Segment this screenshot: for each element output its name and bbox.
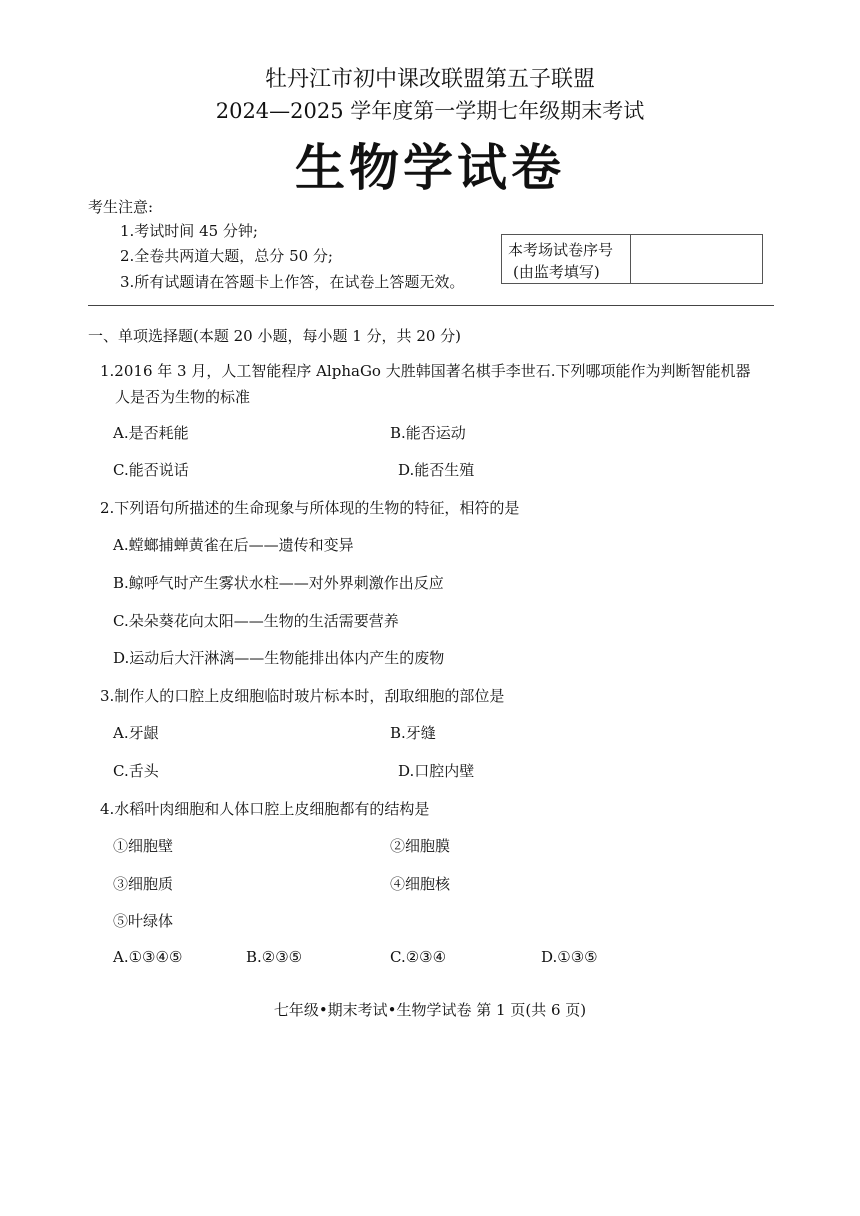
option-c: C.②③④ <box>390 948 447 966</box>
seat-box-label: 本考场试卷序号 <box>508 241 614 259</box>
structure-item: ①细胞壁 <box>113 837 174 855</box>
option-b: B.②③⑤ <box>246 948 303 966</box>
option-b: B.牙缝 <box>390 724 436 742</box>
question-stem: 3.制作人的口腔上皮细胞临时玻片标本时，刮取细胞的部位是 <box>100 687 505 705</box>
seat-number-field <box>632 236 761 282</box>
option-c: C.朵朵葵花向太阳——生物的生活需要营养 <box>113 612 399 630</box>
option-d: D.①③⑤ <box>541 948 598 966</box>
section-title: 一、单项选择题(本题 20 小题，每小题 1 分，共 20 分) <box>88 327 462 345</box>
question-stem: 4.水稻叶肉细胞和人体口腔上皮细胞都有的结构是 <box>100 800 430 818</box>
question-stem: 1.2016 年 3 月，人工智能程序 AlphaGo 大胜韩国著名棋手李世石.下列哪项能作为判断智能机器 <box>100 362 751 380</box>
header-divider <box>88 305 774 306</box>
structure-item: ③细胞质 <box>113 875 174 893</box>
notice-title: 考生注意: <box>88 198 154 216</box>
option-b: B.鲸呼气时产生雾状水柱——对外界刺激作出反应 <box>113 574 444 592</box>
notice-item: 3.所有试题请在答题卡上作答，在试卷上答题无效。 <box>120 273 465 291</box>
option-d: D.口腔内壁 <box>398 762 475 780</box>
option-c: C.舌头 <box>113 762 159 780</box>
page-footer: 七年级•期末考试•生物学试卷 第 1 页(共 6 页) <box>273 1001 587 1019</box>
option-c: C.能否说话 <box>113 461 189 479</box>
structure-item: ②细胞膜 <box>390 837 451 855</box>
question-stem-cont: 人是否为生物的标准 <box>115 388 251 406</box>
seat-box-sublabel: (由监考填写) <box>513 263 600 281</box>
structure-item: ④细胞核 <box>390 875 451 893</box>
option-d: D.运动后大汗淋漓——生物能排出体内产生的废物 <box>113 649 445 667</box>
question-stem: 2.下列语句所描述的生命现象与所体现的生物的特征，相符的是 <box>100 499 520 517</box>
structure-item: ⑤叶绿体 <box>113 912 174 930</box>
option-a: A.螳螂捕蝉黄雀在后——遗传和变异 <box>113 536 354 554</box>
option-a: A.是否耗能 <box>113 424 189 442</box>
seat-box-divider <box>630 234 631 284</box>
page-title: 生物学试卷 <box>295 139 565 197</box>
header-line-1: 牡丹江市初中课改联盟第五子联盟 <box>264 67 595 92</box>
notice-item: 1.考试时间 45 分钟; <box>120 222 258 240</box>
header-line-2: 2024—2025 学年度第一学期七年级期末考试 <box>215 99 645 123</box>
option-a: A.牙龈 <box>113 724 159 742</box>
option-d: D.能否生殖 <box>398 461 475 479</box>
option-b: B.能否运动 <box>390 424 466 442</box>
option-a: A.①③④⑤ <box>113 948 183 966</box>
notice-item: 2.全卷共两道大题，总分 50 分; <box>120 247 333 265</box>
